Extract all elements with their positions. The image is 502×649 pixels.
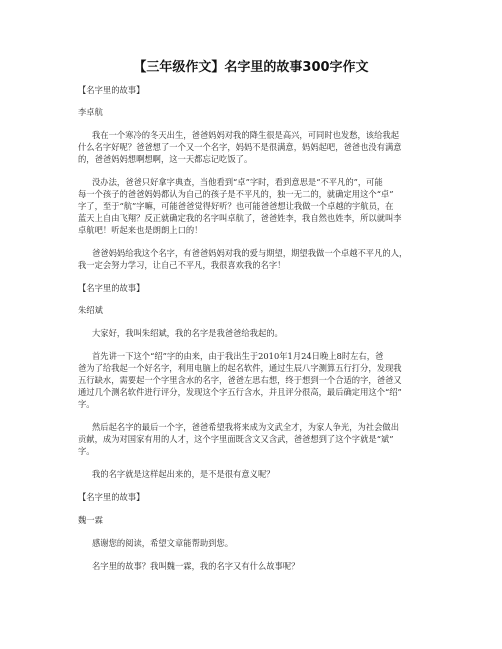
paragraph-line: 什么名字好呢？爸爸想了一个又一个名字，妈妈不是很满意，妈妈起吧，爸爸也没有满意 bbox=[78, 142, 402, 152]
author-name: 朱绍斌 bbox=[78, 305, 103, 315]
paragraph-line: 没办法，爸爸只好拿字典查，当他看到“卓”字时，看到意思是“不平凡的”，可能 bbox=[92, 177, 383, 187]
paragraph-line: 爸为了给我起一个好名字，利用电脑上的起名软件，通过生辰八字测算五行打分，发现我 bbox=[78, 363, 402, 373]
author-name: 李卓航 bbox=[78, 107, 103, 117]
paragraph-line: 感谢您的阅读，希望文章能帮助到您。 bbox=[92, 538, 234, 548]
section-heading: 【名字里的故事】 bbox=[78, 85, 145, 95]
paragraph-line: 卓航吧！听起来也是朗朗上口的！ bbox=[78, 225, 203, 235]
paragraph-line: 字。 bbox=[78, 399, 95, 409]
document-title: 【三年级作文】名字里的故事300字作文 bbox=[133, 60, 369, 75]
paragraph-line: 名字里的故事？我叫魏一霖，我的名字又有什么故事呢？ bbox=[92, 561, 300, 571]
paragraph-line: 爸爸妈妈给我这个名字，有爸爸妈妈对我的爱与期望，期望我做一个卓越不平凡的人， bbox=[92, 248, 408, 258]
author-name: 魏一霖 bbox=[78, 515, 103, 525]
paragraph-line: 每一个孩子的爸爸妈妈都认为自己的孩子是不平凡的，独一无二的，就确定用这个“卓” bbox=[78, 189, 394, 199]
paragraph-line: 的，爸爸妈妈想啊想啊，这一天都忘记吃饭了。 bbox=[78, 154, 253, 164]
paragraph-line: 五行缺水，需要起一个字里含水的名字，爸爸左思右想，终于想到一个合适的字，爸爸又 bbox=[78, 375, 402, 385]
paragraph-line: 然后起名字的最后一个字，爸爸希望我将来成为文武全才，为家人争光，为社会做出 bbox=[92, 422, 399, 432]
paragraph-line: 大家好，我叫朱绍斌，我的名字是我爸爸给我起的。 bbox=[92, 328, 283, 338]
paragraph-line: 我在一个寒冷的冬天出生，爸爸妈妈对我的降生很是高兴，可同时也发愁，该给我起 bbox=[92, 130, 399, 140]
paragraph-line: 通过几个测名软件进行评分，发现这个字五行含水，并且评分很高，最后确定用这个“绍” bbox=[78, 387, 402, 397]
paragraph-line: 首先讲一下这个“绍”字的由来，由于我出生于2010年1月24日晚上8时左右，爸 bbox=[92, 351, 384, 361]
paragraph-line: 我一定会努力学习，让自己不平凡，我很喜欢我的名字！ bbox=[78, 260, 286, 270]
paragraph-line: 我的名字就是这样起出来的，是不是很有意义呢？ bbox=[92, 469, 275, 479]
paragraph-line: 贡献，成为对国家有用的人才，这个字里面既含文又含武，爸爸想到了这个字就是“斌” bbox=[78, 434, 394, 444]
paragraph-line: 字。 bbox=[78, 446, 95, 456]
section-heading: 【名字里的故事】 bbox=[78, 283, 145, 293]
paragraph-line: 字了，至于“航”字嘛，可能爸爸觉得好听？也可能爸爸想让我做一个卓越的宇航员，在 bbox=[78, 201, 394, 211]
section-heading: 【名字里的故事】 bbox=[78, 492, 145, 502]
paragraph-line: 蓝天上自由飞翔？反正就确定我的名字叫卓航了，爸爸姓李，我自然也姓李，所以就叫李 bbox=[78, 213, 402, 223]
